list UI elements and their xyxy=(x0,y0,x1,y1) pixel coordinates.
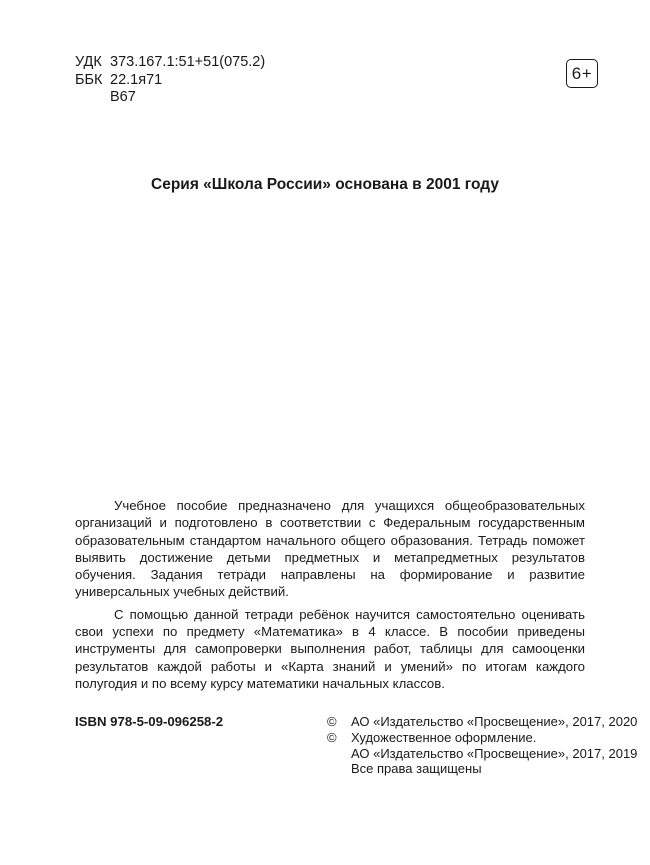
copyright-row-1 xyxy=(327,714,637,730)
annotation-text xyxy=(75,497,585,697)
isbn-number: ISBN 978-5-09-096258-2 xyxy=(75,714,224,729)
bbk-row xyxy=(75,72,265,90)
udc-value: 373.167.1:51+51(075.2) xyxy=(110,54,266,70)
classification-block xyxy=(75,54,265,107)
udc-row xyxy=(75,54,265,72)
copyright-line-4: Все права защищены xyxy=(351,761,482,777)
series-title: Серия «Школа России» основана в 2001 году xyxy=(151,176,499,193)
udc-label: УДК xyxy=(75,54,102,70)
copyright-icon: © xyxy=(327,729,337,745)
copyright-row-2 xyxy=(327,730,637,746)
copyright-line-3: АО «Издательство «Просвещение», 2017, 2019 xyxy=(351,745,638,761)
copyright-block xyxy=(327,714,637,777)
bbk-label: ББК xyxy=(75,71,103,88)
copyright-line-1: АО «Издательство «Просвещение», 2017, 2020 xyxy=(351,714,638,729)
copyright-icon: © xyxy=(327,714,337,729)
copyright-line-2: Художественное оформление. xyxy=(351,729,537,745)
annotation-paragraph-2: С помощью данной тетради ребёнок научится самостоятельно оценивать свои успехи по предмету «Математика» в 4 классе. В пособии приведены инструменты для самопроверки выполнения работ, таблицы для самооценки результатов каждой работы и «Карта знаний и умений» по итогам каждого полугодия и по всему курсу математики начальных классов. xyxy=(75,606,585,691)
age-rating-badge: 6+ xyxy=(566,59,598,88)
author-code-row xyxy=(75,89,265,107)
bbk-value: 22.1я71 xyxy=(110,71,163,88)
copyright-row-3 xyxy=(327,746,637,762)
annotation-paragraph-1: Учебное пособие предназначено для учащихся общеобразовательных организаций и подготовлено в соответствии с Федеральным государственным образовательным стандартом начального общего образования. Тетрадь поможет выявить достижение детьми предметных и метапредметных результатов обучения. Задания тетради направлены на формирование и развитие универсальных учебных действий. xyxy=(75,498,585,600)
author-code: В67 xyxy=(110,89,136,105)
copyright-row-4 xyxy=(327,761,637,777)
